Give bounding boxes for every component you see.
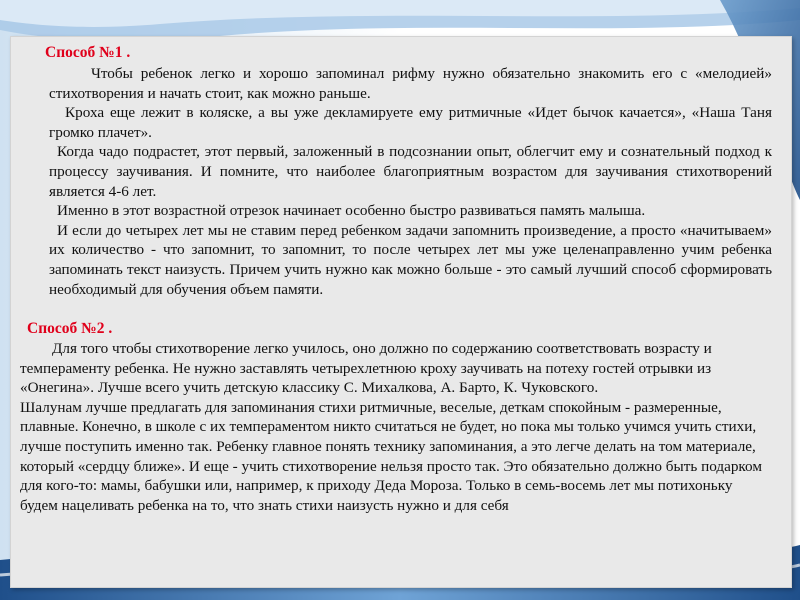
paragraph: Именно в этот возрастной отрезок начинает особенно быстро развиваться память малыша. (57, 202, 646, 220)
section1-heading: Способ №1 . (45, 44, 131, 61)
section1-body (49, 64, 772, 299)
paragraph: И если до четырех лет мы не ставим перед ребенком задачи запомнить произведение, а просто «начитываем» их количество - что запомнит, то запомнит, то после четырех лет мы уже целенаправленно учим ребенка запоминать текст наизусть. Причем учить нужно как можно больше - это самый лучший способ сформировать необходимый для обучения объем памяти. (49, 221, 772, 298)
paragraph: Для того чтобы стихотворение легко училось, оно должно по содержанию соответствовать возрасту и темпераменту ребенка. Не нужно заставлять четырехлетнюю кроху заучивать на потеху гостей отрывки из «Онегина». Лучше всего учить детскую классику С. Михалкова, А. Барто, К. Чуковского. (20, 340, 712, 397)
paragraph: Шалунам лучше предлагать для запоминания стихи ритмичные, веселые, деткам спокойным - размеренные, плавные. Конечно, в школе с их темпераментом никто считаться не будет, но пока мы только учимся учить стихи, лучше поступить именно так. Ребенку главное понять технику запоминания, а это легче делать на том материале, который «сердцу ближе». И еще - учить стихотворение нельзя просто так. Это обязательно должно быть подарком для кого-то: мамы, бабушки или, например, к приходу Деда Мороза. Только в семь-восемь лет мы потихоньку будем нацеливать ребенка на то, что знать стихи наизусть нужно и для себя (20, 398, 762, 514)
section2-body (20, 339, 772, 515)
paragraph: Чтобы ребенок легко и хорошо запоминал рифму нужно обязательно знакомить его с «мелодией» стихотворения и начать стоит, как можно раньше. (49, 65, 772, 102)
section2-heading: Способ №2 . (27, 320, 113, 337)
paragraph: Кроха еще лежит в коляске, а вы уже декламируете ему ритмичные «Идет бычок качается», «Наша Таня громко плачет». (49, 104, 772, 141)
paragraph: Когда чадо подрастет, этот первый, заложенный в подсознании опыт, облегчит ему и сознательный подход к процессу заучивания. И помните, что наиболее благоприятным возрастом для заучивания стихотворений является 4-6 лет. (49, 143, 772, 200)
